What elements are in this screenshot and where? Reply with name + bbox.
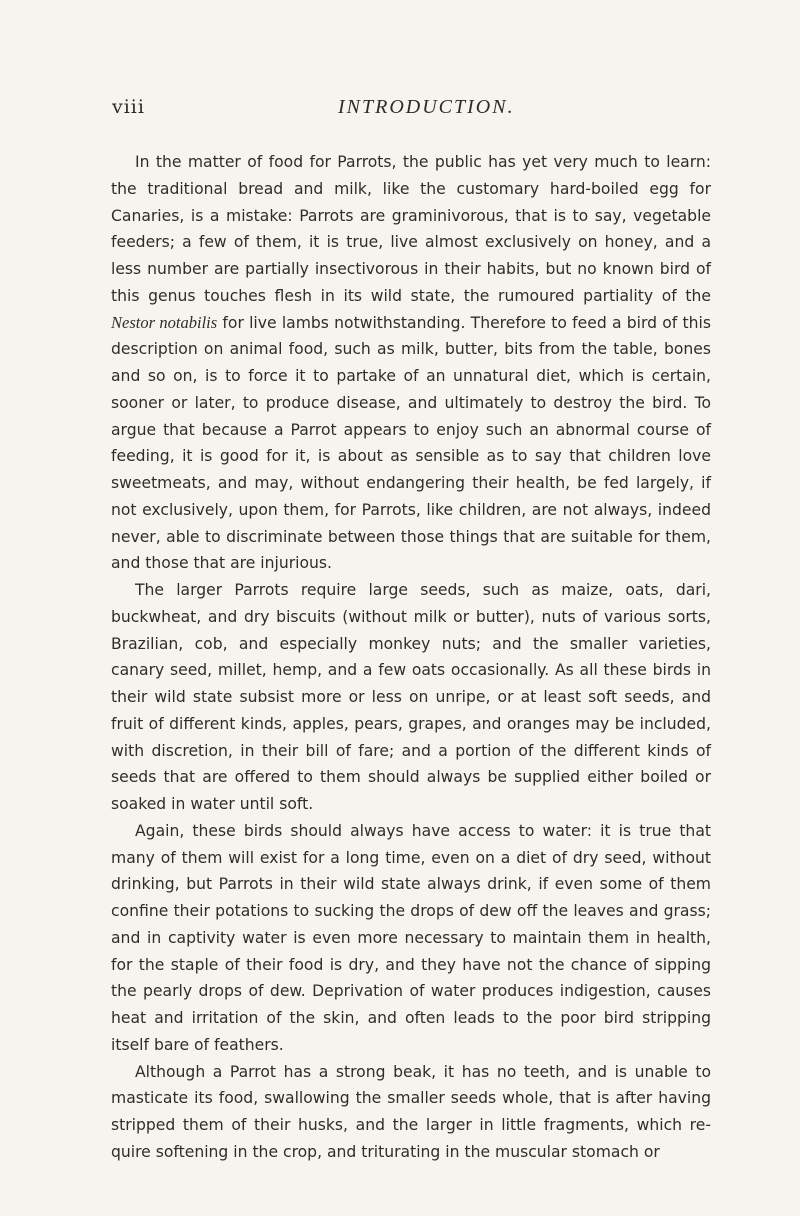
body-text <box>111 149 711 1166</box>
paragraph-text: In the matter of food for Parrots, the public has yet very much to learn: the traditional bread and milk, like the customary hard-boiled egg for Canaries, is a mistake: Parrots are graminivorous, that is to say, vegetable feeders; a few of them, it is true, live almost exclusively on honey, and a less number are partially insectivorous in their habits, but no known bird of this genus touches flesh in its wild state, the rumoured partiality of the <box>111 153 711 305</box>
species-name: Nestor notabilis <box>111 312 218 332</box>
page-header <box>112 96 702 126</box>
paragraph <box>111 149 711 577</box>
page-number: viii <box>112 96 145 118</box>
paragraph: The larger Parrots require large seeds, such as maize, oats, dari, buckwheat, and dry biscuits (without milk or butter), nuts of various sorts, Brazilian, cob, and especially monkey nuts; and the smaller varieties, canary seed, millet, hemp, and a few oats occasionally. As all these birds in their wild state subsist more or less on unripe, or at least soft seeds, and fruit of different kinds, apples, pears, grapes, and oranges may be included, with discretion, in their bill of fare; and a portion of the different kinds of seeds that are offered to them should always be supplied either boiled or soaked in water until soft. <box>111 581 711 813</box>
paragraph: Although a Parrot has a strong beak, it has no teeth, and is unable to masticate its food, swallowing the smaller seeds whole, that is after having stripped them of their husks, and the larger in little fragments, which require softening in the crop, and triturating in the muscular stomach or <box>111 1062 711 1161</box>
paragraph: Again, these birds should always have access to water: it is true that many of them will exist for a long time, even on a diet of dry seed, without drinking, but Parrots in their wild state always drink, if even some of them confine their potations to sucking the drops of dew off the leaves and grass; and in captivity water is even more necessary to maintain them in health, for the staple of their food is dry, and they have not the chance of sipping the pearly drops of dew. Deprivation of water produces indigestion, causes heat and irritation of the skin, and often leads to the poor bird stripping itself bare of feathers. <box>111 821 711 1054</box>
paragraph-text: for live lambs notwithstanding. Therefore to feed a bird of this description on animal food, such as milk, butter, bits from the table, bones and so on, is to force it to partake of an unnatural diet, which is certain, sooner or later, to produce disease, and ultimately to destroy the bird. To argue that because a Parrot appears to enjoy such an abnormal course of feeding, it is good for it, is about as sensible as to say that children love sweetmeats, and may, without endangering their health, be fed largely, if not exclusively, upon them, for Parrots, like children, are not always, indeed never, able to discriminate between those things that are suitable for them, and those that are injurious. <box>111 313 711 573</box>
running-head: INTRODUCTION. <box>338 96 515 118</box>
